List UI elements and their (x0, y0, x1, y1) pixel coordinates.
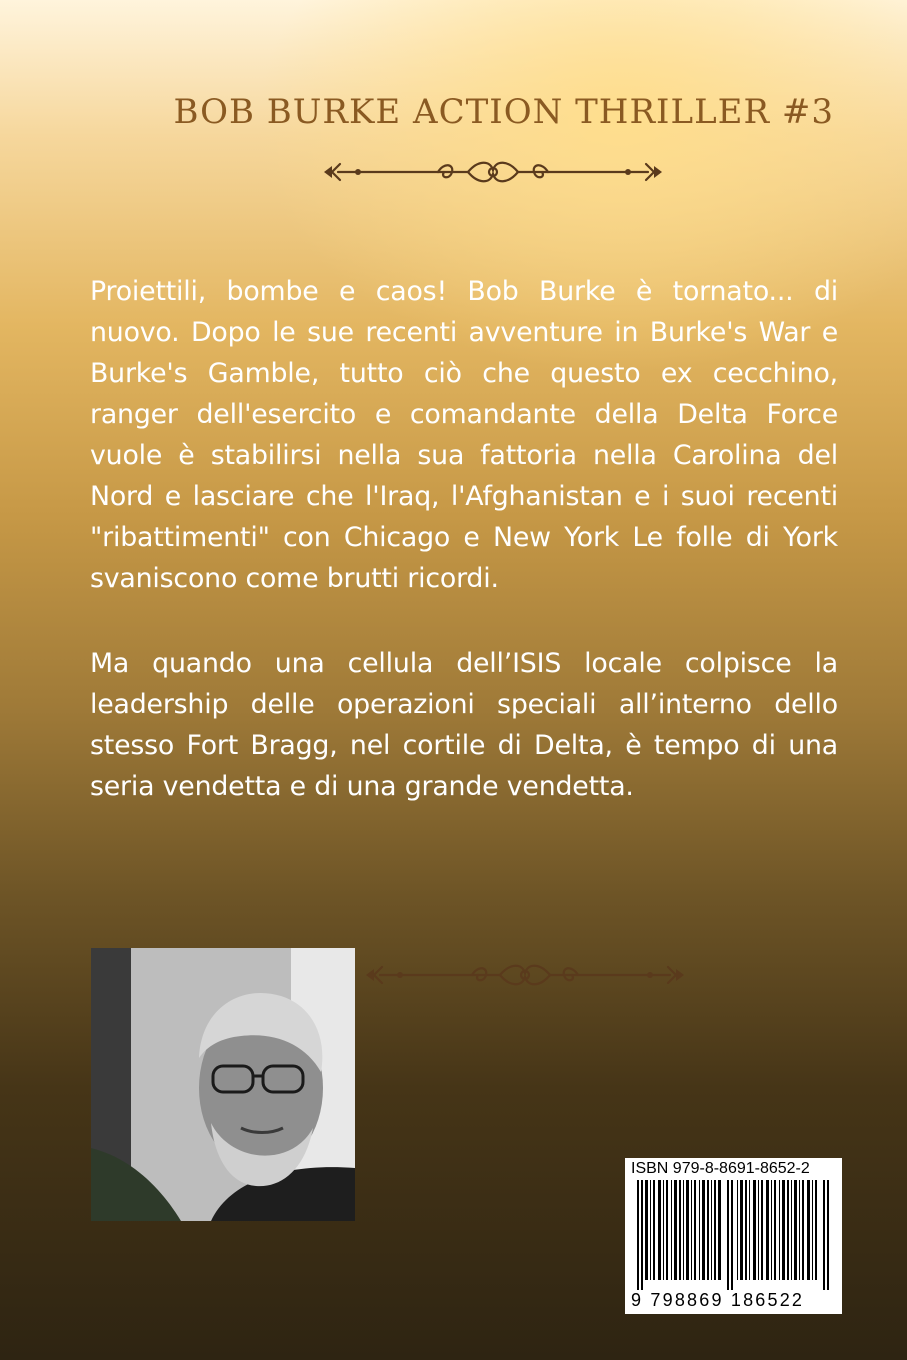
barcode-digits: 9 798869 186522 (631, 1290, 805, 1310)
author-portrait-illustration (91, 948, 355, 1221)
flourish-divider-bottom (360, 955, 690, 995)
barcode-bars (631, 1180, 836, 1290)
flourish-divider-top (318, 152, 668, 192)
author-photo (91, 948, 355, 1221)
blurb-paragraph-2: Ma quando una cellula dell’ISIS locale colpisce la leadership delle operazioni speciali all’interno dello stesso Fort Bragg, nel cortile di Delta, è tempo di una seria vendetta e di una grande vendetta. (90, 648, 838, 802)
blurb-paragraph-1: Proiettili, bombe e caos! Bob Burke è tornato... di nuovo. Dopo le sue recenti avventure in Burke's War e Burke's Gamble, tutto ciò che questo ex cecchino, ranger dell'esercito e comandante della Delta Force vuole è stabilirsi nella sua fattoria nella Carolina del Nord e lasciare che l'Iraq, l'Afghanistan e i suoi recenti "ribattimenti" con Chicago e New York Le folle di York svaniscono come brutti ricordi. (90, 276, 838, 594)
series-title: BOB BURKE ACTION THRILLER #3 (173, 92, 834, 132)
isbn-barcode (625, 1158, 842, 1314)
isbn-label: ISBN 979-8-8691-8652-2 (631, 1160, 810, 1177)
